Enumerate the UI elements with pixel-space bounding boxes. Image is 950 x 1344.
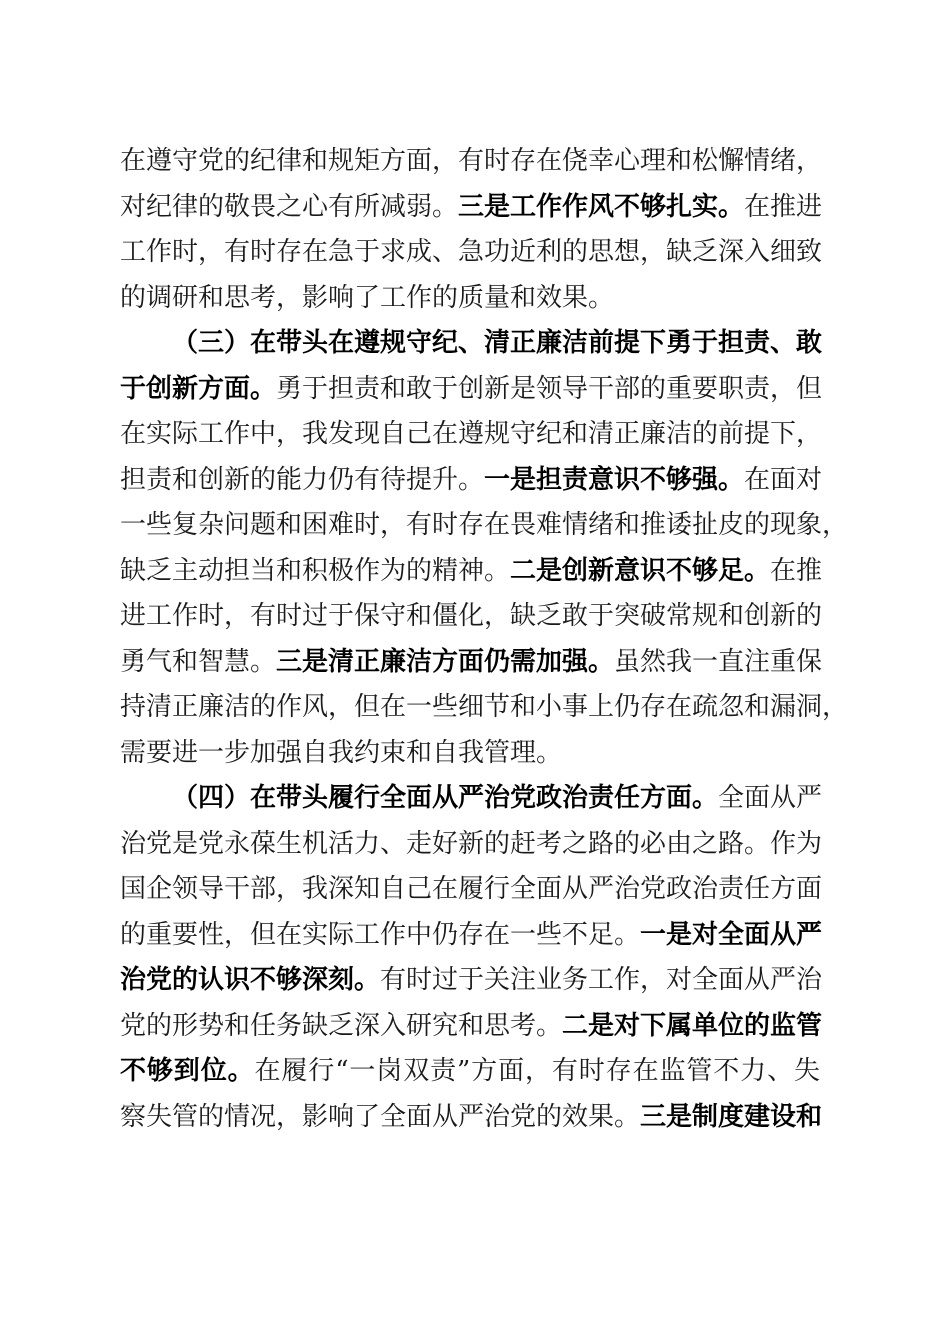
bold-text-segment: 不够到位。 — [120, 1056, 255, 1086]
text-line — [120, 685, 849, 731]
text-segment: 在推进 — [744, 191, 823, 222]
text-segment: 缺乏主动担当和积极作为的精神。 — [120, 555, 511, 586]
text-segment: 党的形势和任务缺乏深入研究和思考。 — [120, 1010, 563, 1041]
text-line — [120, 412, 823, 458]
text-segment: 全面从严 — [718, 783, 823, 813]
text-segment: 工作时，有时存在急于求成、急功近利的思想，缺乏深入细致 — [120, 237, 823, 267]
text-segment: 持清正廉洁的作风，但在一些细节和小事上仍存在疏忽和漏洞， — [120, 692, 849, 722]
bold-text-segment: 二是创新意识不够足。 — [510, 555, 771, 586]
text-segment: 治党是党永葆生机活力、走好新的赶考之路的必由之路。作为 — [120, 828, 823, 859]
text-line — [120, 913, 823, 959]
text-segment: 在履行“一岗双责”方面，有时存在监管不力、失 — [254, 1056, 820, 1086]
bold-text-segment: 一是对全面从严 — [640, 919, 823, 950]
text-segment: 在面对 — [744, 464, 823, 495]
bold-text-segment: 三是制度建设和 — [640, 1101, 823, 1132]
text-line — [120, 1095, 823, 1141]
text-line — [120, 822, 823, 868]
text-line — [120, 731, 820, 777]
bold-text-segment: （四）在带头履行全面从严治党政治责任方面。 — [172, 783, 719, 813]
text-segment: 对纪律的敬畏之心有所减弱。 — [120, 191, 459, 222]
text-line — [120, 185, 823, 231]
document-body-text — [120, 139, 849, 1140]
text-segment: 的重要性，但在实际工作中仍存在一些不足。 — [120, 919, 641, 950]
text-line — [120, 458, 823, 504]
text-line — [120, 594, 823, 640]
text-line — [120, 230, 823, 276]
bold-text-segment: （三）在带头在遵规守纪、清正廉洁前提下勇于担责、敢 — [172, 328, 823, 358]
text-segment: 虽然我一直注重保 — [614, 646, 823, 677]
bold-text-segment: 三是工作作风不够扎实。 — [458, 191, 745, 222]
bold-text-segment: 治党的认识不够深刻。 — [120, 965, 381, 995]
bold-text-segment: 三是清正廉洁方面仍需加强。 — [276, 646, 615, 677]
text-segment: 在实际工作中，我发现自己在遵规守纪和清正廉洁的前提下， — [120, 419, 823, 449]
text-line — [120, 1004, 823, 1050]
text-segment: 勇气和智慧。 — [120, 646, 277, 677]
text-segment: 国企领导干部，我深知自己在履行全面从严治党政治责任方面 — [120, 874, 823, 904]
bold-text-segment: 一是担责意识不够强。 — [484, 464, 745, 495]
bold-text-segment: 二是对下属单位的监管 — [562, 1010, 823, 1041]
text-segment: 担责和创新的能力仍有待提升。 — [120, 464, 485, 495]
text-line — [120, 503, 849, 549]
text-segment: 有时过于关注业务工作，对全面从严治 — [380, 965, 823, 995]
text-segment: 的调研和思考，影响了工作的质量和效果。 — [120, 282, 615, 313]
text-line — [120, 958, 823, 1004]
text-line — [120, 640, 823, 686]
text-segment: 在推 — [770, 555, 823, 586]
text-line — [120, 1049, 820, 1095]
bold-text-segment: 于创新方面。 — [120, 373, 277, 404]
text-line — [120, 321, 823, 367]
text-segment: 进工作时，有时过于保守和僵化，缺乏敢于突破常规和创新的 — [120, 601, 823, 631]
text-segment: 察失管的情况，影响了全面从严治党的效果。 — [120, 1101, 641, 1132]
text-line — [120, 276, 820, 322]
text-segment: 在遵守党的纪律和规矩方面，有时存在侥幸心理和松懈情绪， — [120, 146, 823, 176]
text-line — [120, 867, 823, 913]
text-segment: 一些复杂问题和困难时，有时存在畏难情绪和推诿扯皮的现象， — [120, 510, 849, 540]
text-line — [120, 367, 823, 413]
text-line — [120, 549, 823, 595]
text-line — [120, 776, 823, 822]
text-line — [120, 139, 823, 185]
text-segment: 需要进一步加强自我约束和自我管理。 — [120, 737, 563, 768]
text-segment: 勇于担责和敢于创新是领导干部的重要职责，但 — [276, 373, 823, 404]
